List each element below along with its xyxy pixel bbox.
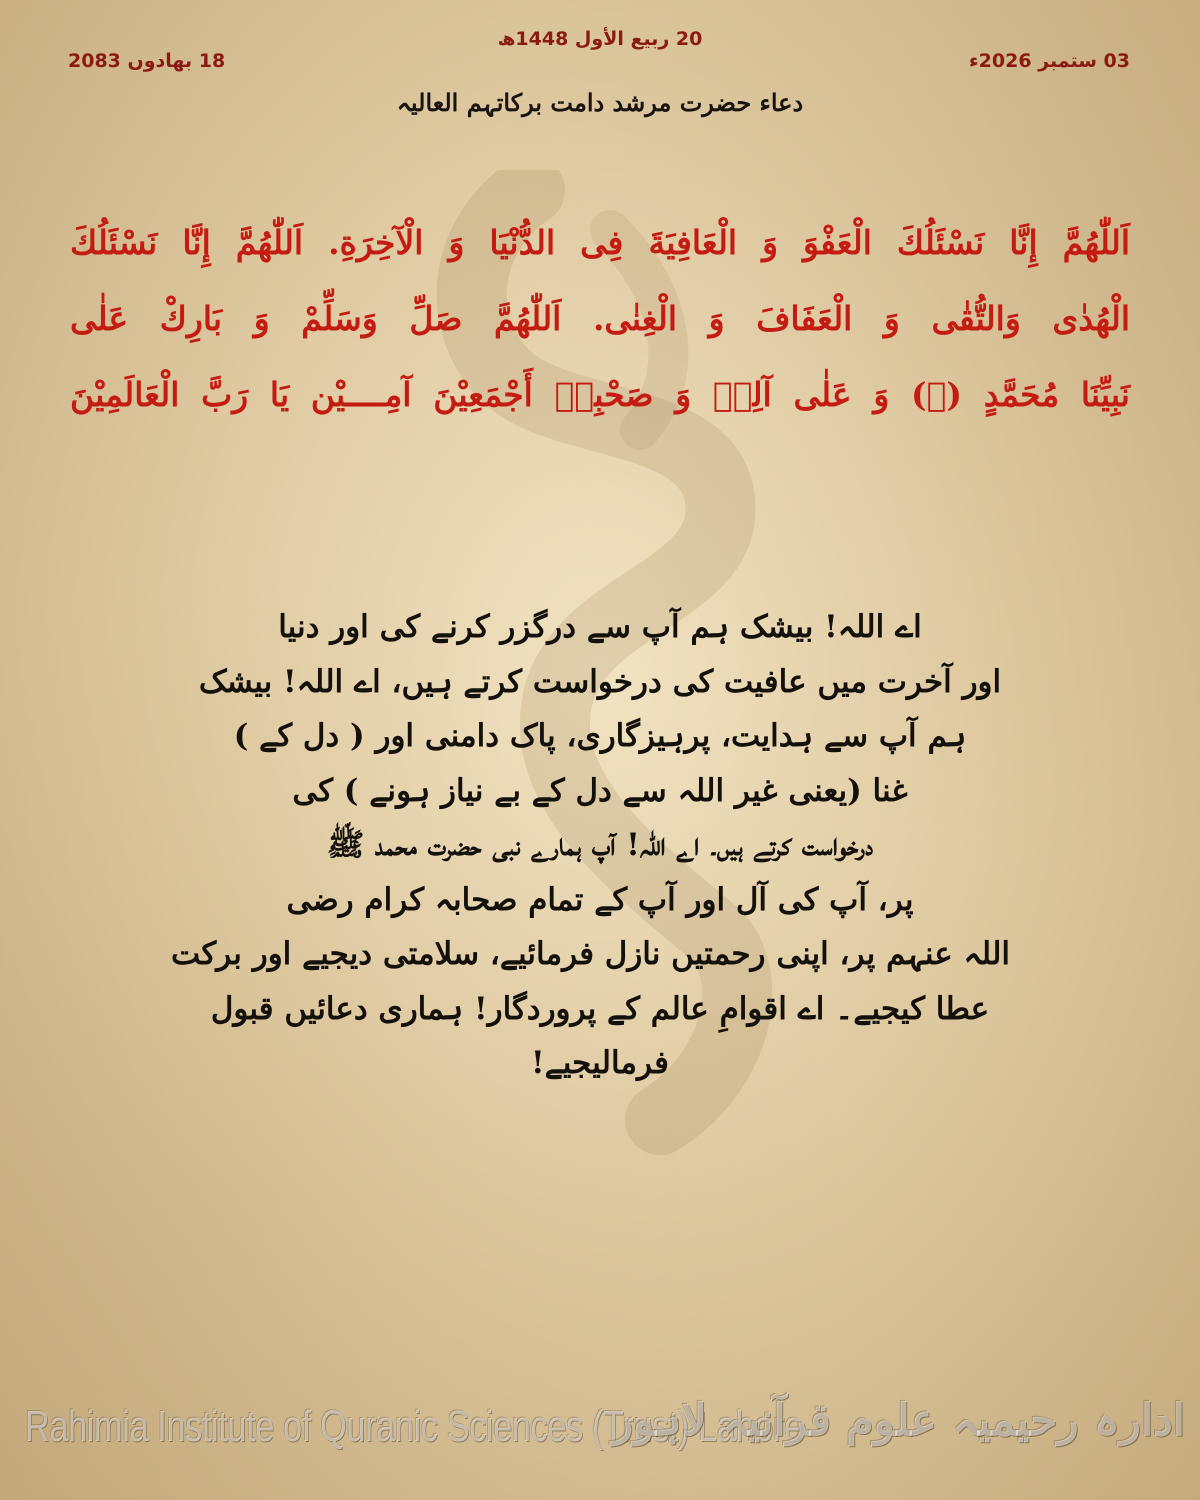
urdu-translation-line: درخواست کرتے ہیں۔ اے اللہ! آپ ہمارے نبی حضرت محمد ﷺ: [326, 827, 874, 863]
arabic-dua: [70, 205, 1130, 433]
urdu-translation-line: اے اللہ! بیشک ہم آپ سے درگزر کرنے کی اور دنیا: [278, 609, 922, 645]
urdu-translation-line: غنا (یعنی غیر اللہ سے دل کے بے نیاز ہونے ) کی: [292, 772, 908, 809]
arabic-dua-line: الْهُدٰى وَالتُّقٰى وَ الْعَفَافَ وَ الْغِنٰى. اَللّٰهُمَّ صَلِّ وَسَلِّمْ وَ بَارِكْ عَلٰى: [70, 299, 1130, 338]
urdu-translation-line: فرمالیجیے!: [531, 1045, 669, 1081]
urdu-translation: [171, 600, 1010, 1091]
bikrami-date: 18 بھادوں 2083: [68, 50, 226, 72]
page-title: دعاء حضرت مرشد دامت برکاتہم العالیہ: [396, 88, 804, 117]
gregorian-date: 03 ستمبر 2026ء: [968, 50, 1130, 72]
urdu-translation-line: عطا کیجیے۔ اے اقوامِ عالم کے پروردگار! ہماری دعائیں قبول: [210, 990, 990, 1027]
urdu-translation-line: اور آخرت میں عافیت کی درخواست کرتے ہیں، اے اللہ! بیشک: [198, 663, 1002, 700]
arabic-dua-line: اَللّٰهُمَّ إِنَّا نَسْئَلُكَ الْعَفْوَ وَ الْعَافِيَةَ فِى الدُّنْيَا وَ الْآخِرَةِ. اَللّٰهُمَّ إِنَّا نَسْئَلُكَ: [70, 223, 1130, 262]
institute-name-urdu-logo: ادارہ رحیمیہ علوم قرآنیہ لاہور: [611, 1395, 1185, 1446]
arabic-dua-line: نَبِيِّنَا مُحَمَّدٍ (ﷺ) وَ عَلٰى آلِهٖ وَ صَحْبِهٖ أَجْمَعِيْنَ آمِــــيْن يَا رَبَّ الْعَالَمِيْنَ: [70, 375, 1130, 414]
urdu-translation-line: ہم آپ سے ہدایت، پرہیزگاری، پاک دامنی اور ( دل کے ): [233, 718, 967, 754]
urdu-translation-line: پر، آپ کی آل اور آپ کے تمام صحابہ کرام رضی: [286, 881, 914, 918]
institute-name-english: Rahimia Institute of Quranic Sciences (Trust) Lahore: [25, 1402, 803, 1451]
hijri-date: 20 ربیع الأول 1448ھ: [497, 28, 703, 50]
urdu-translation-line: اللہ عنہم پر، اپنی رحمتیں نازل فرمائیے، سلامتی دیجیے اور برکت: [171, 936, 1010, 972]
